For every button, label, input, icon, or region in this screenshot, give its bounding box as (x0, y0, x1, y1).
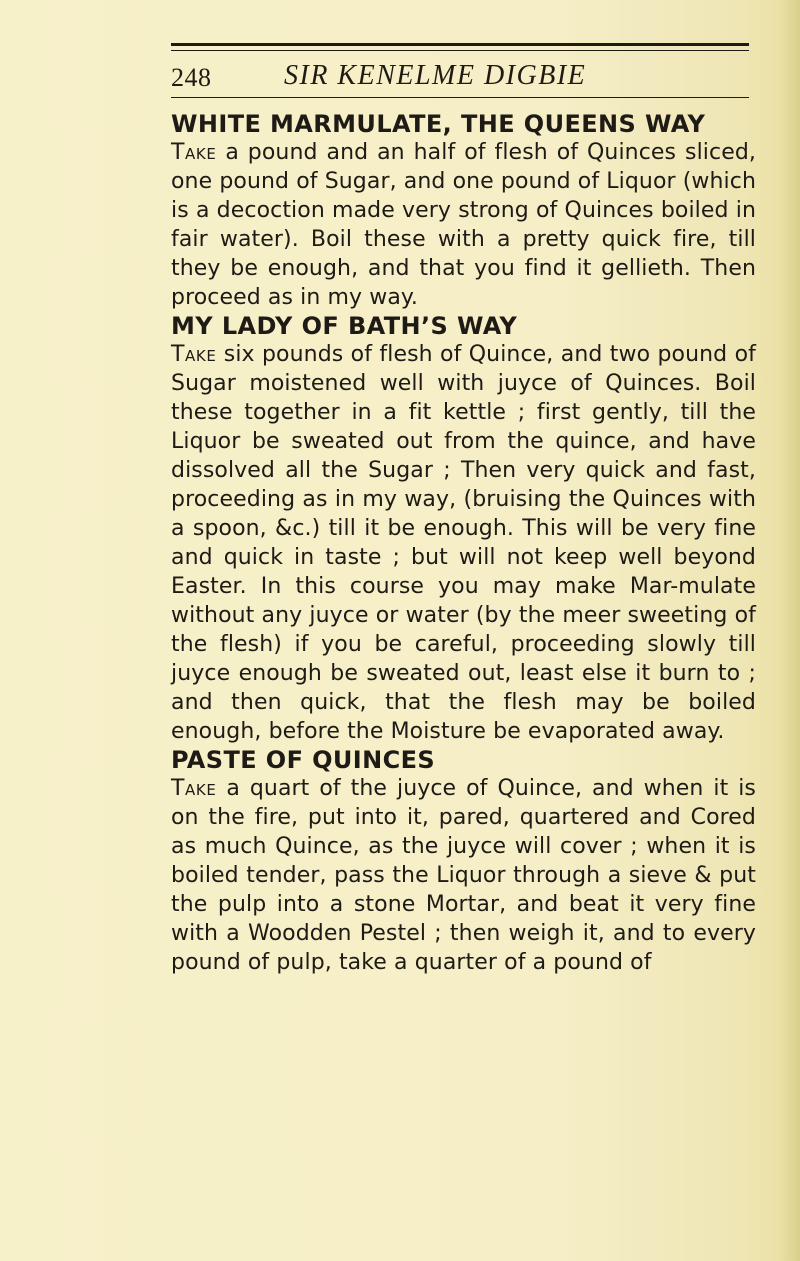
recipe-body-paste-of-quinces (171, 774, 756, 977)
page-number: 248 (171, 63, 212, 92)
recipe-heading-lady-of-bath: MY LADY OF BATH’S WAY (171, 312, 518, 340)
recipe-text: a quart of the juyce of Quince, and when it is on the fire, put into it, pared, quartered and Cored as much Quince, as the juyce will cover ; when it is boiled tender, pass the Liquor through a sieve & put the pulp into a stone Mortar, and beat it very fine with a Woodden Pestel ; then weigh it, and to every pound of pulp, take a quarter of a pound of (171, 776, 756, 975)
header-rule-thick (171, 43, 749, 46)
recipe-text: a pound and an half of flesh of Quinces sliced, one pound of Sugar, and one pound of Liquor (which is a decoction made very strong of Quinces boiled in fair water). Boil these with a pretty quick fire, till they be enough, and that you find it gellieth. Then proceed as in my way. (171, 140, 757, 310)
header-underline (171, 97, 749, 98)
recipe-body-lady-of-bath (171, 340, 756, 746)
recipe-body-white-marmulate (171, 138, 756, 312)
recipe-text: six pounds of flesh of Quince, and two pound of Sugar moistened well with juyce of Quinces. Boil these together in a fit kettle ; first gently, till the Liquor be sweated out from the quince, and have dissolved all the Sugar ; Then very quick and fast, proceeding as in my way, (bruising the Quinces with a spoon, &c.) till it be enough. This will be very fine and quick in taste ; but will not keep well beyond Easter. In this course you may make Mar-mulate without any juyce or water (by the meer sweeting of the flesh) if you be careful, proceeding slowly till juyce enough be sweated out, least else it burn to ; and then quick, that the flesh may be boiled enough, before the Moisture be evaporated away. (171, 342, 756, 744)
recipe-heading-white-marmulate: WHITE MARMULATE, THE QUEENS WAY (171, 110, 706, 138)
page-edge-shadow (778, 0, 800, 1261)
recipe-heading-paste-of-quinces: PASTE OF QUINCES (171, 746, 436, 774)
header-rule-thin (171, 50, 749, 51)
lead-word: Take (171, 776, 217, 801)
page-text (171, 110, 756, 977)
running-head-title: SIR KENELME DIGBIE (284, 60, 587, 91)
lead-word: Take (171, 140, 217, 165)
running-head (171, 60, 749, 100)
lead-word: Take (171, 342, 217, 367)
